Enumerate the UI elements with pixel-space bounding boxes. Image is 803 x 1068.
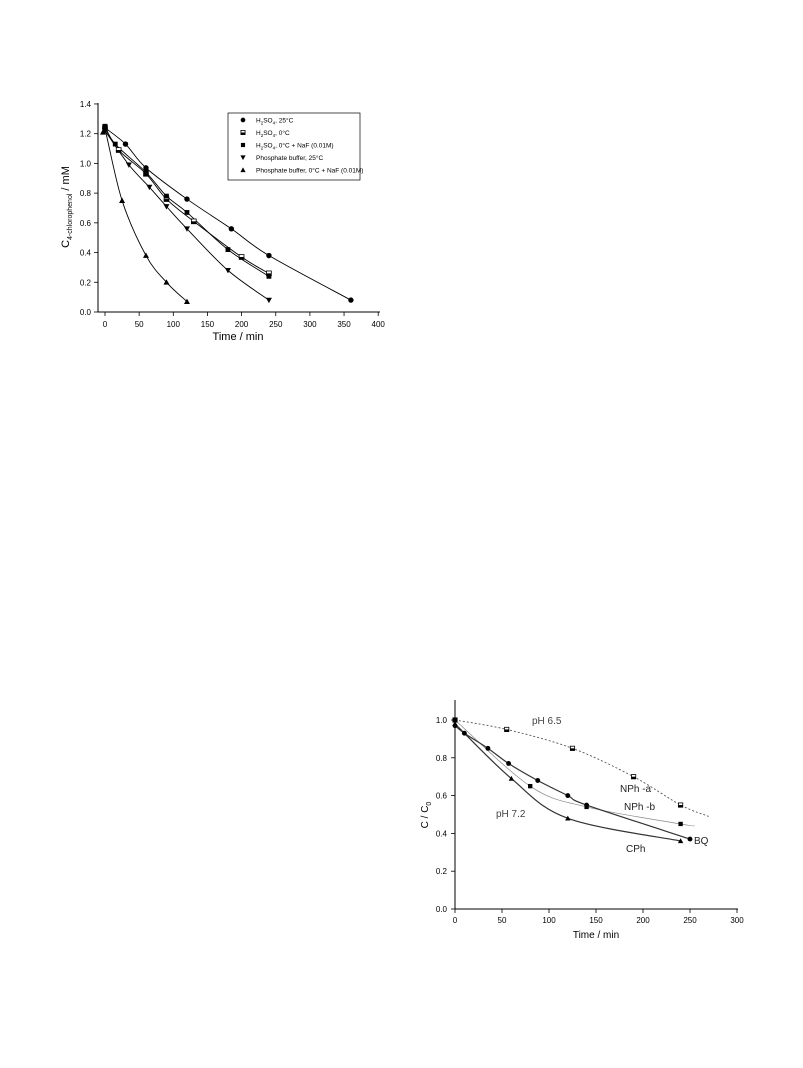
data-point <box>535 778 540 783</box>
legend-marker <box>241 118 246 123</box>
x-tick-label: 100 <box>542 916 556 925</box>
y-tick-label: 0.2 <box>79 278 91 288</box>
data-point <box>185 210 190 215</box>
fit-curve <box>103 125 187 302</box>
tick-group <box>436 716 744 925</box>
data-point <box>348 297 353 302</box>
data-point <box>584 805 588 809</box>
series-labels <box>620 784 709 855</box>
x-tick-label: 400 <box>371 320 385 329</box>
legend-label: Phosphate buffer, 0°C + NaF (0.01M) <box>256 167 364 175</box>
fit-curves <box>455 720 709 841</box>
data-point <box>144 170 149 175</box>
x-tick-label: 250 <box>683 916 697 925</box>
legend-marker <box>241 130 245 134</box>
data-point <box>528 784 532 788</box>
y-tick-label: 0.4 <box>435 829 447 839</box>
data-point <box>143 165 148 170</box>
annotation-ph-7-2: pH 7.2 <box>496 809 526 820</box>
x-tick-label: 250 <box>269 320 283 329</box>
data-point <box>565 793 570 798</box>
legend-label: Phosphate buffer, 25°C <box>256 155 324 162</box>
x-tick-label: 150 <box>589 916 603 925</box>
series-label: NPh -b <box>624 802 656 813</box>
y-tick-label: 0.2 <box>435 867 447 877</box>
y-tick-label: 0.4 <box>79 248 91 258</box>
x-tick-label: 150 <box>200 320 215 329</box>
x-tick-label: 300 <box>303 320 317 329</box>
x-axis-label: Time / min <box>212 331 264 343</box>
x-tick-label: 200 <box>636 916 650 925</box>
data-point <box>453 718 457 722</box>
y-tick-label: 0.8 <box>435 753 447 763</box>
legend-label: $H_2SO_4$, 25°C <box>256 117 294 126</box>
data-point <box>116 148 121 153</box>
data-point <box>505 727 509 731</box>
data-point <box>570 746 574 750</box>
data-point <box>267 274 272 279</box>
y-tick-label: 0.6 <box>435 791 447 801</box>
y-tick-label: 1.0 <box>435 716 447 725</box>
x-tick-label: 350 <box>337 320 351 329</box>
data-point <box>266 253 271 258</box>
series-label: BQ <box>694 836 709 847</box>
data-point <box>565 816 570 821</box>
data-point <box>631 775 635 779</box>
data-point <box>678 838 683 843</box>
data-point <box>452 721 457 726</box>
y-tick-label: 0.0 <box>79 308 91 317</box>
chart-4-chlorophenol-decay <box>0 0 400 360</box>
data-point <box>191 219 196 224</box>
fit-curve <box>455 724 681 841</box>
data-point <box>113 142 118 147</box>
data-point <box>453 718 457 722</box>
legend-label: $H_2SO_4$, 0°C + NaF (0.01M) <box>256 142 334 151</box>
y-axis-label: $C_{4-chlorophenol}$ / mM <box>60 166 74 248</box>
y-tick-label: 0.6 <box>79 218 91 228</box>
x-tick-label: 0 <box>452 916 458 925</box>
x-tick-label: 200 <box>234 320 249 329</box>
legend <box>228 113 363 180</box>
data-point <box>239 255 244 260</box>
data-point <box>509 776 514 781</box>
data-point <box>678 822 682 826</box>
fit-curve <box>455 726 690 839</box>
data-point <box>584 803 589 808</box>
legend-marker <box>241 143 245 147</box>
x-tick-label: 50 <box>497 916 507 925</box>
x-tick-label: 100 <box>166 320 180 329</box>
data-point <box>506 761 511 766</box>
data-point <box>164 194 169 199</box>
y-tick-label: 0.0 <box>435 905 447 914</box>
series-label: NPh -a <box>620 784 652 795</box>
legend-label: $H_2SO_4$, 0°C <box>256 130 290 138</box>
y-tick-label: 0.8 <box>79 189 91 199</box>
fit-curve <box>455 720 709 816</box>
data-point <box>184 196 189 201</box>
y-axis-label: C / $C_0$ <box>420 801 433 829</box>
x-axis-label: Time / min <box>572 930 620 941</box>
data-point <box>229 226 234 231</box>
data-point <box>226 247 231 252</box>
data-point <box>688 837 693 842</box>
x-tick-label: 300 <box>730 916 744 925</box>
data-point <box>266 298 272 303</box>
y-tick-label: 1.0 <box>79 159 91 169</box>
data-point <box>678 803 682 807</box>
y-tick-label: 1.2 <box>79 129 91 139</box>
data-point <box>119 198 125 203</box>
series-label: CPh <box>626 844 646 855</box>
data-point <box>143 253 149 258</box>
x-tick-label: 0 <box>102 320 108 329</box>
fit-curve <box>455 720 695 826</box>
annotation-ph-6-5: pH 6.5 <box>532 716 562 727</box>
y-tick-label: 1.4 <box>79 99 91 109</box>
x-tick-label: 50 <box>134 320 144 329</box>
data-point <box>485 746 490 751</box>
data-points <box>452 718 692 843</box>
data-point <box>123 141 128 146</box>
data-point <box>462 731 467 736</box>
data-point <box>453 723 458 728</box>
